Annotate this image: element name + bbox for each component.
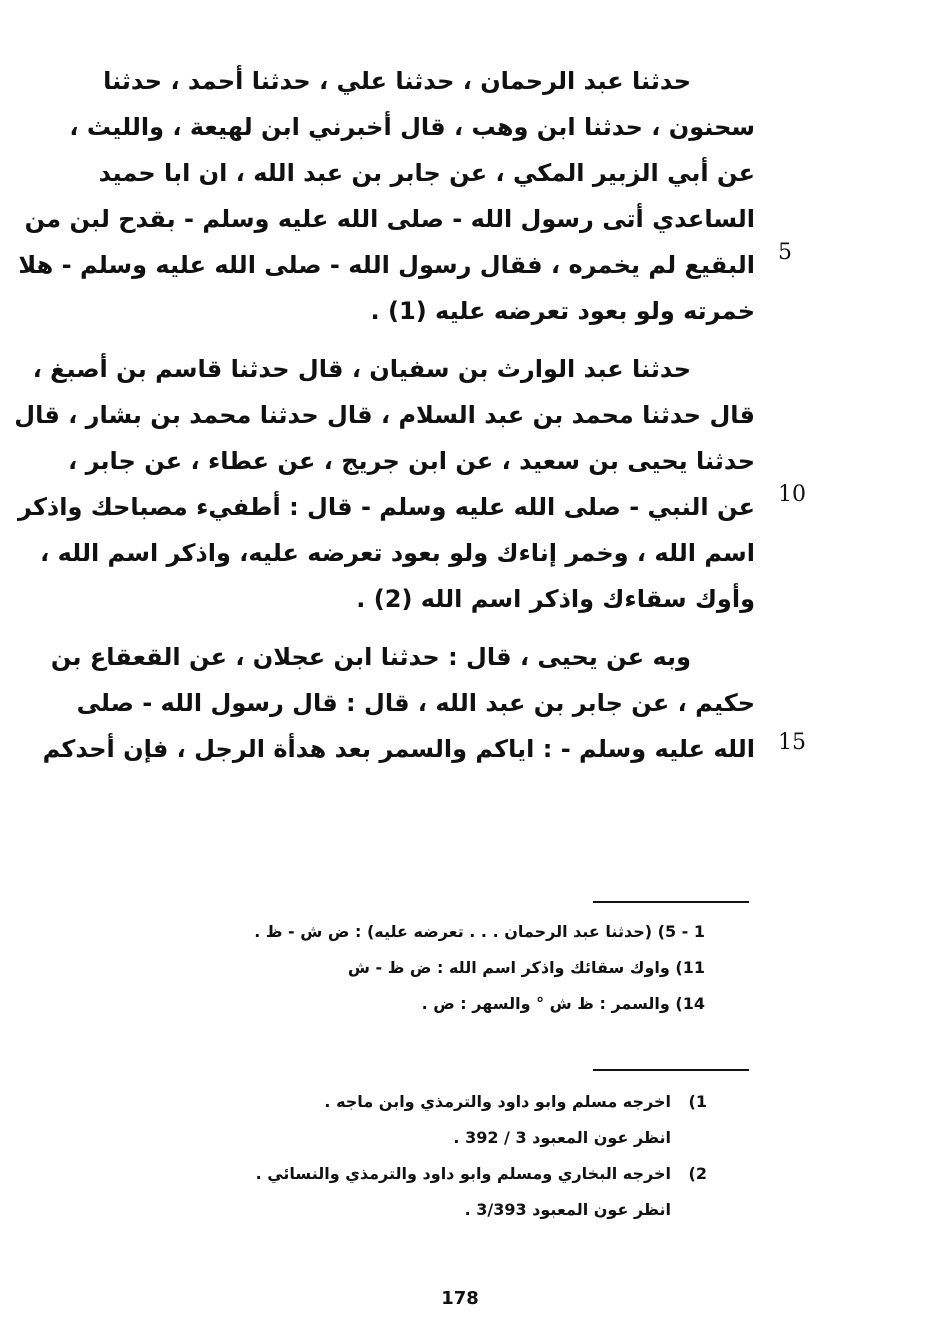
variant-note: 14) والسمر : ظ ش ° والسهر : ض . <box>421 994 705 1013</box>
line-number: 10 <box>778 482 806 507</box>
line-number: 15 <box>778 730 806 755</box>
reference-note-line: انظر عون المعبود 3/393 . <box>464 1200 671 1219</box>
reference-note-line: اخرجه مسلم وابو داود والترمذي وابن ماجه . <box>324 1092 671 1111</box>
footnote-divider <box>593 1069 749 1071</box>
text-line: البقيع لم يخمره ، فقال رسول الله - صلى الله عليه وسلم - هلا <box>18 251 755 279</box>
text-line: عن أبي الزبير المكي ، عن جابر بن عبد الله ، ان ابا حميد <box>98 159 755 187</box>
reference-note <box>187 1156 707 1228</box>
variant-notes <box>145 914 705 1022</box>
footnote-divider <box>593 901 749 903</box>
variant-note: 11) واوك سقائك واذكر اسم الله : ض ظ - ش <box>347 958 705 977</box>
variant-note: 1 - 5) (حدثنا عبد الرحمان . . . تعرضه عليه) : ض ش - ظ . <box>254 922 705 941</box>
paragraph <box>42 634 755 772</box>
text-line: حدثنا عبد الرحمان ، حدثنا علي ، حدثنا أحمد ، حدثنا <box>103 67 691 95</box>
reference-note <box>187 1084 707 1156</box>
text-line: قال حدثنا محمد بن عبد السلام ، قال حدثنا محمد بن بشار ، قال <box>14 401 755 429</box>
line-number: 5 <box>778 240 792 265</box>
text-line: وأوك سقاءك واذكر اسم الله (2) . <box>356 585 755 613</box>
paragraph-gap <box>110 334 755 346</box>
reference-note-line: انظر عون المعبود 3 / 392 . <box>453 1128 671 1147</box>
text-line: عن النبي - صلى الله عليه وسلم - قال : أطفيء مصباحك واذكر <box>18 493 755 521</box>
reference-note-body <box>324 1084 671 1156</box>
reference-notes <box>187 1084 707 1228</box>
paragraph <box>14 346 755 622</box>
text-line: حدثنا يحيى بن سعيد ، عن ابن جريج ، عن عطاء ، عن جابر ، <box>68 447 755 475</box>
footnote-marker: 2) <box>688 1164 707 1183</box>
text-line: اسم الله ، وخمر إناءك ولو بعود تعرضه عليه، واذكر اسم الله ، <box>40 539 755 567</box>
footnote-marker: 1) <box>688 1092 707 1111</box>
text-line: حكيم ، عن جابر بن عبد الله ، قال : قال رسول الله - صلى <box>76 689 755 717</box>
text-line: حدثنا عبد الوارث بن سفيان ، قال حدثنا قاسم بن أصبغ ، <box>32 355 691 383</box>
page-number: 178 <box>441 1288 479 1309</box>
reference-note-line: اخرجه البخاري ومسلم وابو داود والترمذي والنسائي . <box>255 1164 671 1183</box>
text-line: الله عليه وسلم - : اياكم والسمر بعد هدأة الرجل ، فإن أحدكم <box>42 735 755 763</box>
paragraph <box>18 58 755 334</box>
text-line: خمرته ولو بعود تعرضه عليه (1) . <box>370 297 755 325</box>
text-line: الساعدي أتى رسول الله - صلى الله عليه وسلم - بقدح لبن من <box>24 205 755 233</box>
paragraph-gap <box>110 622 755 634</box>
text-line: وبه عن يحيى ، قال : حدثنا ابن عجلان ، عن القعقاع بن <box>50 643 691 671</box>
reference-note-body <box>256 1156 671 1228</box>
text-line: سحنون ، حدثنا ابن وهب ، قال أخبرني ابن لهيعة ، والليث ، <box>69 113 755 141</box>
main-text <box>14 58 755 772</box>
